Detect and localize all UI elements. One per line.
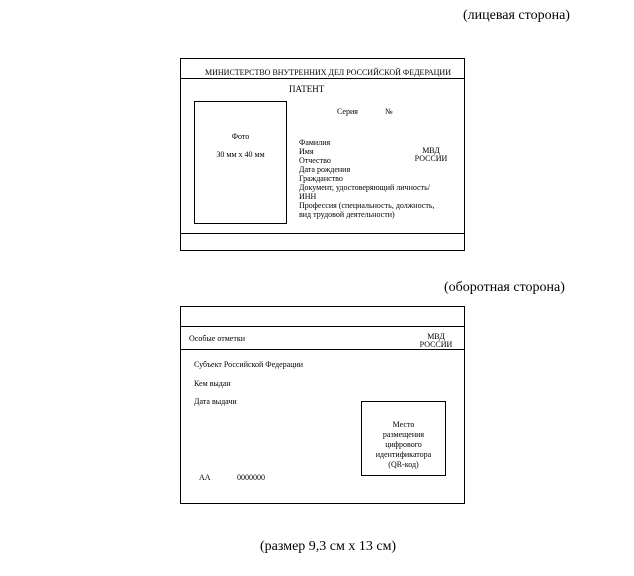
qr-text-line-5: (QR-код) [388,460,419,469]
field-name: Имя [299,147,314,156]
field-inn: ИНН [299,192,317,201]
qr-code-placeholder [361,401,446,476]
subject-label: Субъект Российской Федерации [194,360,304,369]
series-label: Серия [337,107,358,116]
field-profession-cont: вид трудовой деятельности) [299,210,395,219]
field-birth-date: Дата рождения [299,165,351,174]
back-agency-russia: РОССИИ [419,340,453,349]
number-value: 0000000 [237,473,265,482]
number-label: № [385,107,393,116]
front-bottom-divider [181,233,464,234]
issued-by-label: Кем выдан [194,379,231,388]
front-top-divider [181,78,464,79]
qr-text-line-3: цифрового [385,440,422,449]
patent-front-card [180,58,465,251]
front-agency-mvd: МВД [422,146,440,155]
qr-text-line-1: Место [392,420,415,429]
field-profession: Профессия (специальность, должность, [299,201,435,210]
series-value: АА [199,473,211,482]
qr-text-line-4: идентификатора [375,450,432,459]
field-citizenship: Гражданство [299,174,343,183]
back-side-label: (оборотная сторона) [444,280,565,295]
back-top-divider [181,326,464,327]
field-surname: Фамилия [299,138,331,147]
photo-label: Фото [231,132,250,141]
back-header-divider [181,349,464,350]
front-side-label: (лицевая сторона) [463,8,570,23]
field-patronymic: Отчество [299,156,331,165]
front-agency-russia: РОССИИ [414,154,448,163]
field-identity-document: Документ, удостоверяющий личность/ [299,183,430,192]
qr-text-line-2: размещения [382,430,425,439]
special-marks-label: Особые отметки [189,334,245,343]
photo-size-label: 30 мм х 40 мм [216,150,265,159]
patent-back-card [180,306,465,504]
back-agency-mvd: МВД [427,332,445,341]
document-title: ПАТЕНТ [289,84,325,94]
size-note: (размер 9,3 см х 13 см) [260,539,397,554]
ministry-title: МИНИСТЕРСТВО ВНУТРЕННИХ ДЕЛ РОССИЙСКОЙ ФЕДЕРАЦИИ [205,68,451,77]
issue-date-label: Дата выдачи [194,397,237,406]
photo-placeholder [194,101,287,224]
